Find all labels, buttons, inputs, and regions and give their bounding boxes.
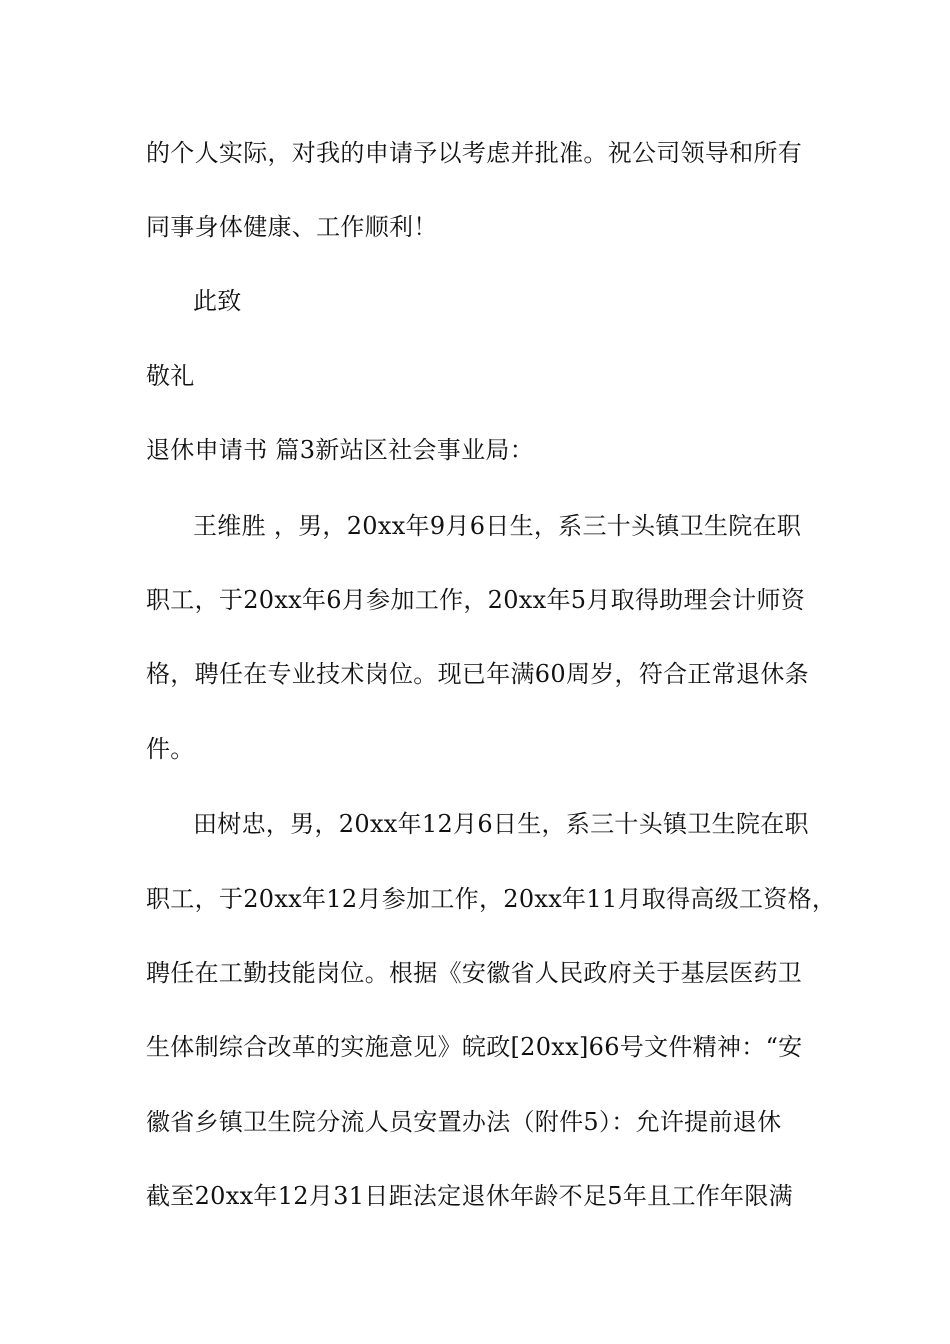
paragraph-line: 生体制综合改革的实施意见》皖政[20xx]66号文件精神：“安 xyxy=(146,1033,803,1061)
paragraph-line: 王维胜 ，男，20xx年9月6日生，系三十头镇卫生院在职 xyxy=(193,512,802,540)
paragraph-line: 同事身体健康、工作顺利！ xyxy=(146,213,438,241)
paragraph-line: 田树忠，男，20xx年12月6日生，系三十头镇卫生院在职 xyxy=(193,810,809,838)
paragraph-line: 职工，于20xx年12月参加工作，20xx年11月取得高级工资格， xyxy=(146,885,837,913)
paragraph-line: 职工，于20xx年6月参加工作，20xx年5月取得助理会计师资 xyxy=(146,586,806,614)
paragraph-line: 格，聘任在专业技术岗位。现已年满60周岁，符合正常退休条 xyxy=(146,660,809,688)
closing-salutation: 此致 xyxy=(193,287,242,315)
section-heading: 退休申请书 篇3新站区社会事业局： xyxy=(146,436,534,464)
paragraph-line: 徽省乡镇卫生院分流人员安置办法（附件5）：允许提前退休 xyxy=(146,1108,782,1136)
closing-regards: 敬礼 xyxy=(146,362,195,390)
paragraph-line: 聘任在工勤技能岗位。根据《安徽省人民政府关于基层医药卫 xyxy=(146,959,803,987)
paragraph-line: 的个人实际，对我的申请予以考虑并批准。祝公司领导和所有 xyxy=(146,139,803,167)
paragraph-line: 件。 xyxy=(146,735,195,763)
paragraph-line: 截至20xx年12月31日距法定退休年龄不足5年且工作年限满 xyxy=(146,1182,793,1210)
